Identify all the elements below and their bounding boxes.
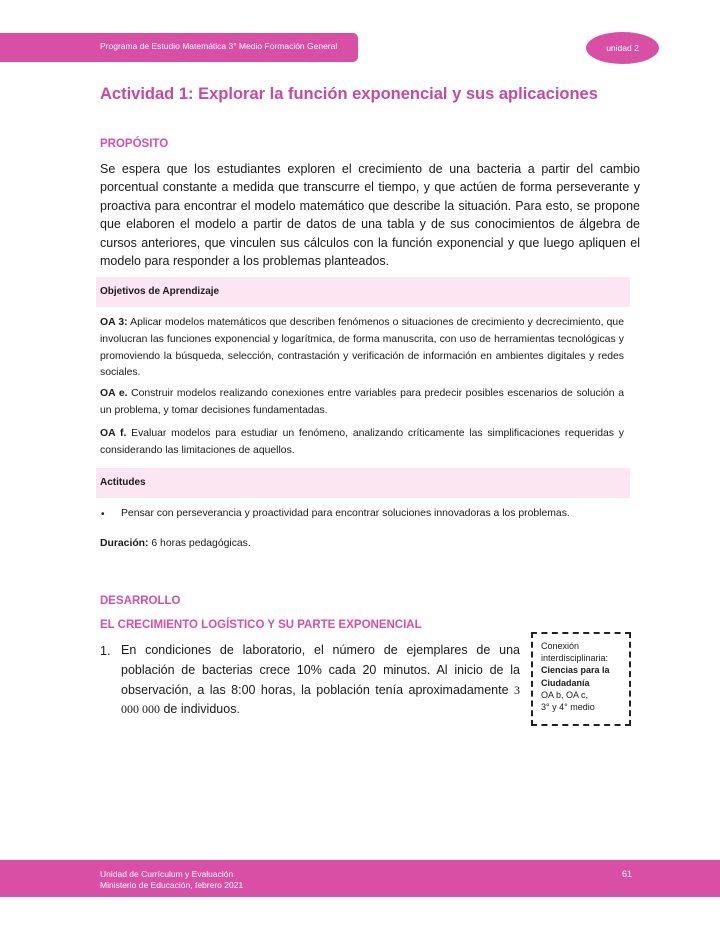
objective-code: OA 3: [100, 317, 128, 328]
footer-unit: Unidad de Currículum y Evaluación [100, 869, 234, 879]
connection-label: Conexión [541, 641, 580, 651]
objective-oae [100, 386, 624, 420]
duration [100, 538, 251, 549]
duration-label: Duración: [100, 538, 149, 549]
objective-oa3 [100, 315, 624, 382]
objective-code: OA e. [100, 388, 128, 399]
objectives-heading: Objetivos de Aprendizaje [100, 286, 220, 297]
bullet-icon: • [101, 509, 105, 520]
unit-badge: unidad 2 [586, 32, 659, 64]
purpose-text: Se espera que los estudiantes exploren el crecimiento de una bacteria a partir del cambio porcentual constante a medida que transcurre el tiempo, y que actúen de forma perseverante y proactiva para encontrar el modelo matemático que describe la situación. Para esto, se propone que elaboren el modelo a partir de datos de una tabla y de sus conocimientos de álgebra de cursos anteriores, que vinculen sus cálculos con la función exponencial y que luego apliquen el modelo para responder a los problemas planteados. [100, 162, 640, 269]
objective-text: Aplicar modelos matemáticos que describen fenómenos o situaciones de crecimiento y decrecimiento, que involucran las funciones exponencial y logarítmica, de forma manuscrita, con uso de herramientas tecnológicas y promoviendo la búsqueda, selección, contrastación y verificación de información en ambientes digitales y redes sociales. [100, 317, 624, 379]
purpose-heading: PROPÓSITO [100, 138, 169, 150]
interdisciplinary-connection-box [531, 632, 631, 726]
population-value: 3 000 000 [121, 682, 520, 717]
item-text-after: de individuos. [160, 702, 240, 717]
development-subheading: EL CRECIMIENTO LOGÍSTICO Y SU PARTE EXPONENCIAL [100, 619, 422, 631]
development-heading: DESARROLLO [100, 595, 181, 607]
connection-subject: Ciencias para la [541, 665, 610, 676]
program-title: Programa de Estudio Matemática 3° Medio Formación General [100, 41, 338, 51]
attitudes-band [96, 468, 630, 498]
item-text-before: En condiciones de laboratorio, el número de ejemplares de una población de bacterias crece 10% cada 20 minutos. Al inicio de la observación, a las 8:00 horas, la población tenía aproximadamente [121, 643, 520, 697]
attitudes-heading: Actitudes [100, 477, 146, 488]
footer-ministry: Ministerio de Educación, febrero 2021 [100, 880, 244, 890]
objective-oaf [100, 426, 624, 460]
connection-levels: 3° y 4° medio [541, 702, 595, 713]
duration-value: 6 horas pedagógicas. [148, 538, 251, 549]
activity-title: Actividad 1: Explorar la función exponencial y sus aplicaciones [100, 85, 598, 103]
page-number: 61 [622, 869, 633, 879]
item-number: 1. [100, 644, 111, 658]
attitude-item: Pensar con perseverancia y proactividad para encontrar soluciones innovadoras a los problemas. [121, 508, 570, 519]
objective-text: Construir modelos realizando conexiones entre variables para predecir posibles escenarios de solución a un problema, y tomar decisiones fundamentadas. [100, 388, 624, 416]
connection-label-2: interdisciplinaria: [541, 653, 609, 664]
connection-subject-2: Ciudadanía [541, 677, 590, 688]
objective-code: OA f. [100, 428, 127, 439]
objective-text: Evaluar modelos para estudiar un fenómeno, analizando críticamente las simplificaciones requeridas y considerando las limitaciones de aquellos. [100, 428, 624, 456]
item-text [121, 641, 520, 720]
connection-oa: OA b, OA c, [541, 689, 589, 700]
